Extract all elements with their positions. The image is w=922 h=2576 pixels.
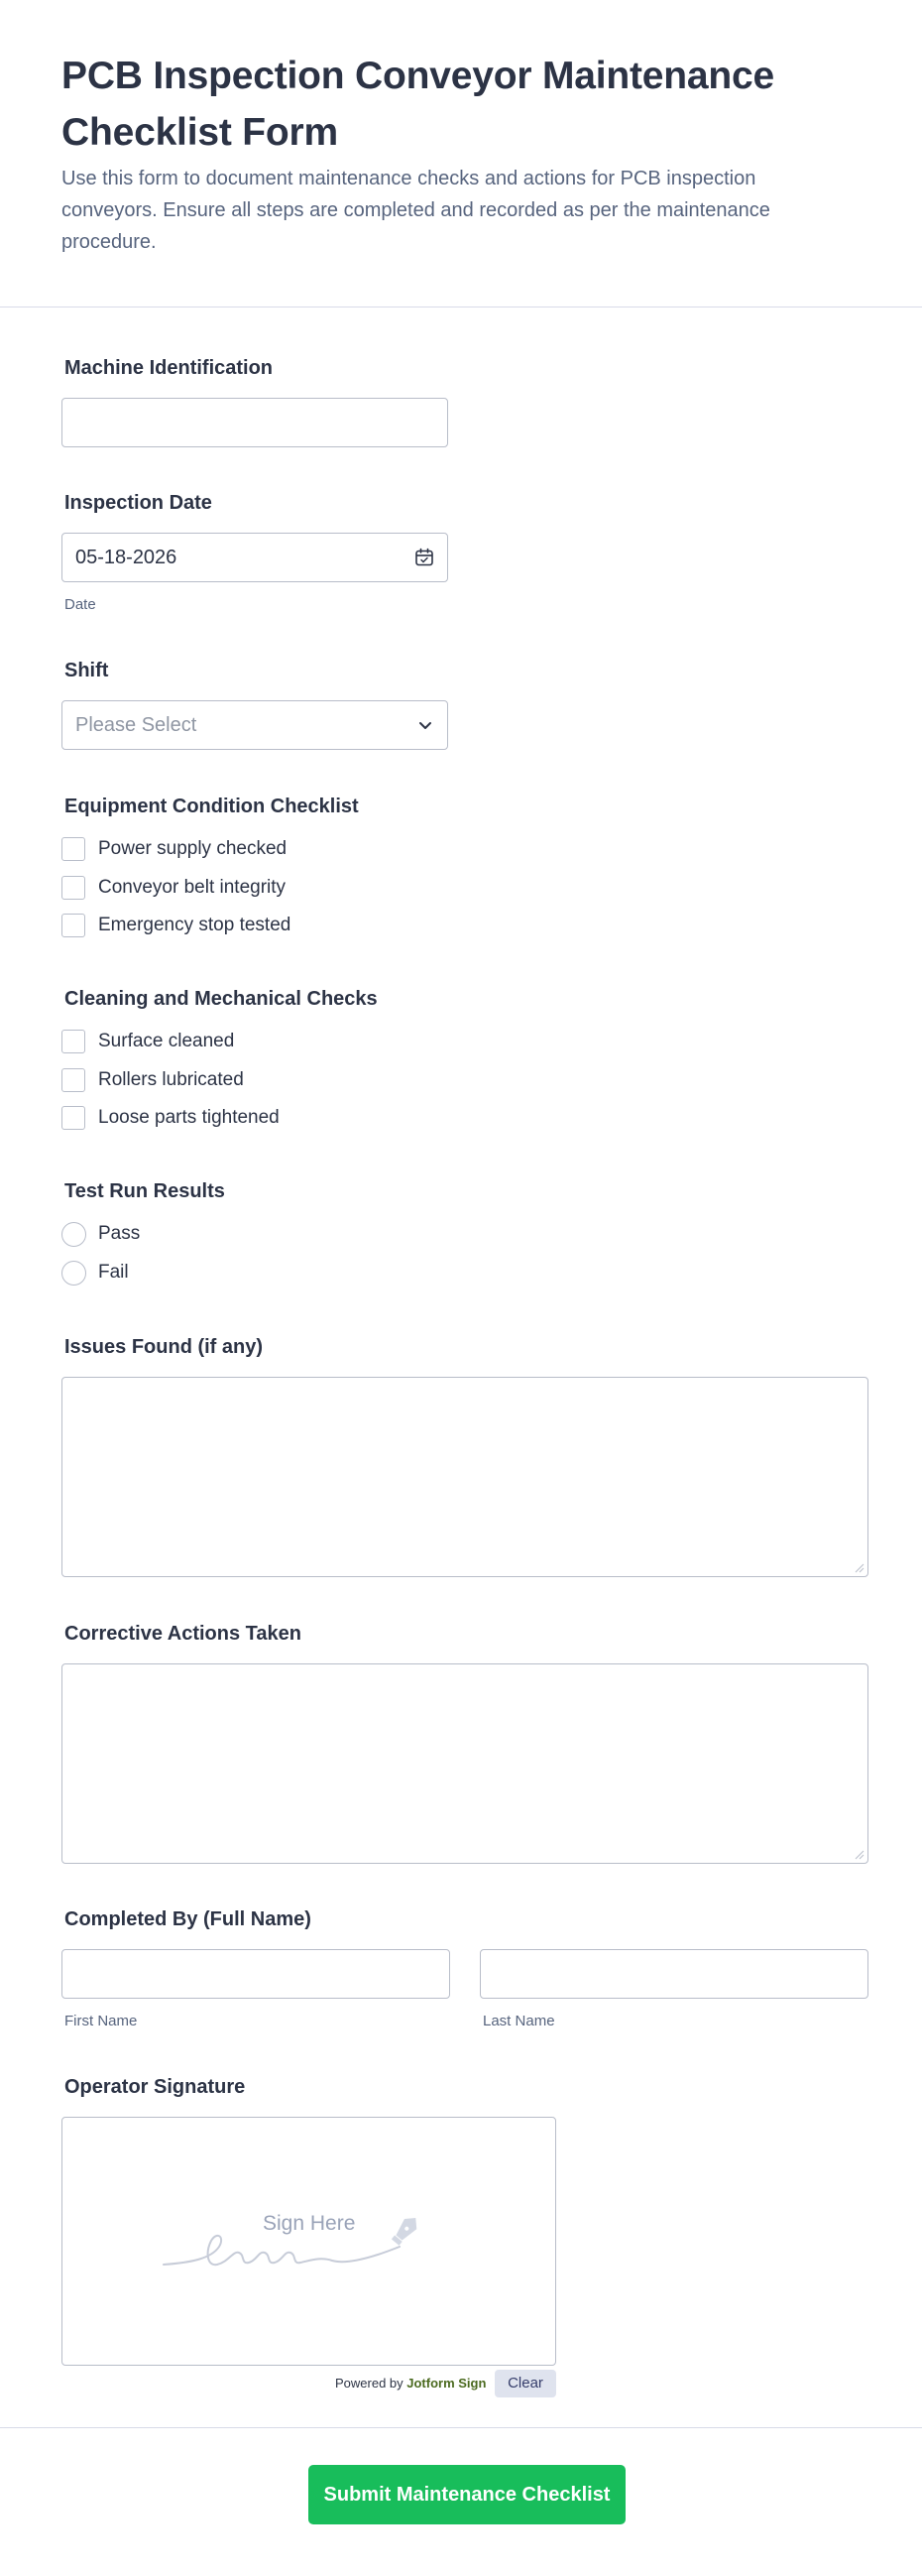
calendar-icon[interactable]	[413, 547, 435, 568]
resize-handle-icon[interactable]	[855, 1563, 864, 1573]
corrective-actions-label: Corrective Actions Taken	[64, 1623, 301, 1645]
checkbox-label: Power supply checked	[98, 838, 288, 859]
checkbox-label: Loose parts tightened	[98, 1107, 280, 1128]
checkbox-label: Surface cleaned	[98, 1031, 235, 1051]
checkbox[interactable]	[61, 1030, 85, 1053]
powered-by-text	[335, 2373, 486, 2394]
chevron-down-icon	[415, 715, 435, 735]
resize-handle-icon[interactable]	[855, 1850, 864, 1860]
issues-found-textarea[interactable]	[61, 1377, 868, 1577]
checkbox[interactable]	[61, 1068, 85, 1092]
last-name-input[interactable]	[480, 1949, 868, 1999]
machine-id-input[interactable]	[61, 398, 448, 447]
powered-by-prefix: Powered by	[335, 2376, 407, 2391]
machine-id-label: Machine Identification	[64, 357, 274, 379]
inspection-date-input[interactable]	[61, 533, 448, 582]
shift-placeholder: Please Select	[75, 714, 197, 736]
issues-found-label: Issues Found (if any)	[64, 1336, 264, 1358]
inspection-date-sublabel: Date	[64, 596, 96, 613]
clear-signature-button[interactable]: Clear	[495, 2370, 556, 2397]
checkbox[interactable]	[61, 876, 85, 900]
checkbox-label: Conveyor belt integrity	[98, 877, 287, 898]
checkbox-label: Emergency stop tested	[98, 915, 291, 935]
inspection-date-label: Inspection Date	[64, 492, 212, 514]
corrective-actions-textarea[interactable]	[61, 1663, 868, 1864]
signature-placeholder: Sign Here	[263, 2212, 356, 2235]
cleaning-checks-label: Cleaning and Mechanical Checks	[64, 988, 378, 1010]
last-name-sublabel: Last Name	[483, 2013, 555, 2029]
form-title: PCB Inspection Conveyor Maintenance Checklist Form	[61, 55, 774, 154]
submit-button[interactable]: Submit Maintenance Checklist	[308, 2465, 626, 2524]
shift-label: Shift	[64, 660, 109, 681]
signature-label: Operator Signature	[64, 2076, 246, 2098]
checkbox[interactable]	[61, 1106, 85, 1130]
inspection-date-value: 05-18-2026	[75, 547, 177, 568]
shift-select[interactable]	[61, 700, 448, 750]
form-header	[0, 0, 922, 307]
radio-label: Fail	[98, 1262, 129, 1283]
signature-pad[interactable]	[61, 2117, 556, 2366]
radio-button[interactable]	[61, 1222, 86, 1247]
jotform-sign-brand[interactable]: Jotform Sign	[406, 2376, 487, 2391]
first-name-input[interactable]	[61, 1949, 450, 1999]
checkbox-label: Rollers lubricated	[98, 1069, 244, 1090]
checkbox[interactable]	[61, 837, 85, 861]
divider	[0, 2427, 922, 2428]
test-run-label: Test Run Results	[64, 1180, 225, 1202]
completed-by-label: Completed By (Full Name)	[64, 1908, 311, 1930]
form-description: Use this form to document maintenance checks and actions for PCB inspection conveyors. Ensure all steps are completed and recorded as per the maintenance procedure.	[61, 168, 770, 253]
radio-label: Pass	[98, 1223, 141, 1244]
equipment-checklist-label: Equipment Condition Checklist	[64, 796, 359, 817]
first-name-sublabel: First Name	[64, 2013, 138, 2029]
radio-button[interactable]	[61, 1261, 86, 1286]
checkbox[interactable]	[61, 914, 85, 937]
